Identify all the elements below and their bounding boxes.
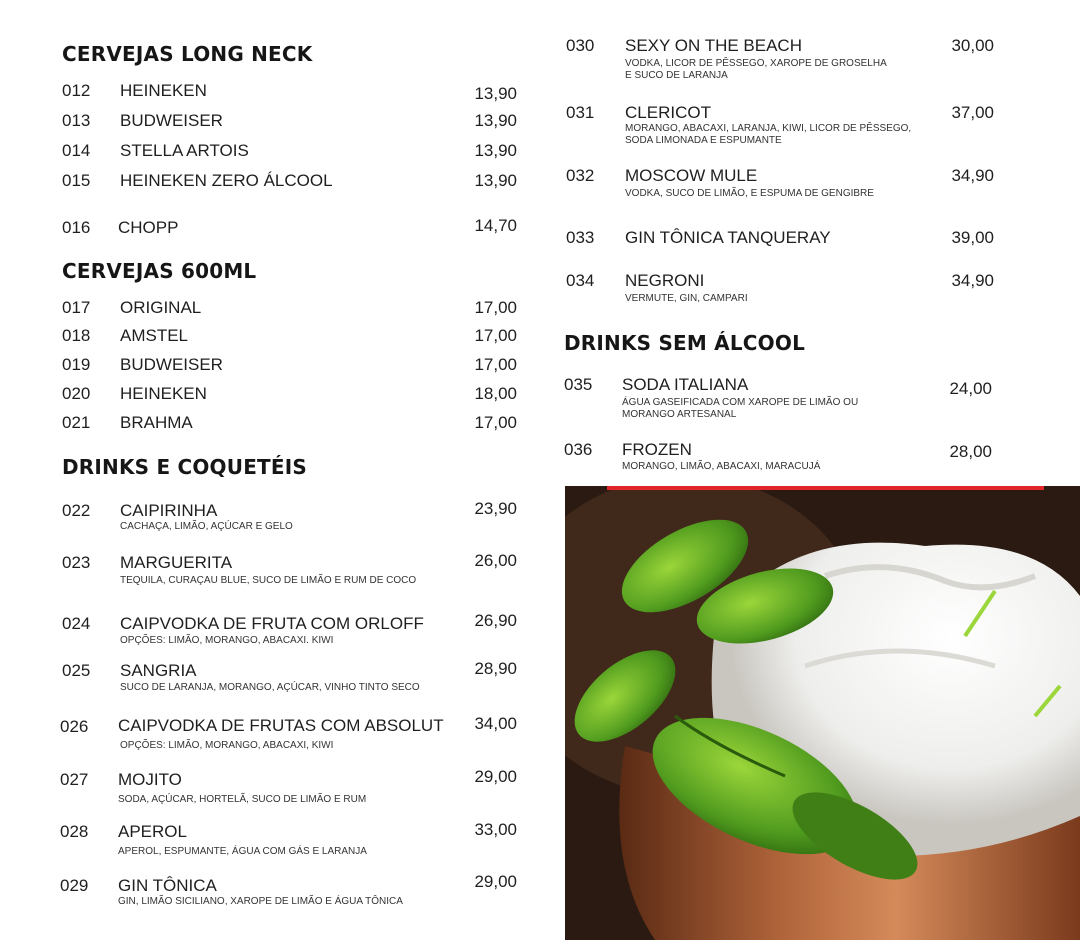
item-code: 023 <box>62 553 91 572</box>
menu-item-031 <box>540 103 1080 146</box>
item-code: 019 <box>62 355 91 374</box>
item-name: AMSTEL <box>120 326 189 345</box>
item-price: 28,90 <box>474 659 517 678</box>
menu-item-035 <box>540 375 1080 420</box>
item-name: CAIPIRINHA <box>120 501 218 520</box>
item-description: ÁGUA GASEIFICADA COM XAROPE DE LIMÃO OU MORANGO ARTESANAL <box>622 397 859 420</box>
item-description: VODKA, SUCO DE LIMÃO, E ESPUMA DE GENGIBRE <box>625 188 874 199</box>
item-description: OPÇÕES: LIMÃO, MORANGO, ABACAXI. KIWI <box>120 635 334 646</box>
section-title-long-neck: CERVEJAS LONG NECK <box>62 42 313 66</box>
item-description: GIN, LIMÃO SICILIANO, XAROPE DE LIMÃO E ÁGUA TÔNICA <box>118 896 403 907</box>
item-name: MOSCOW MULE <box>625 166 758 185</box>
menu-item-015 <box>0 171 540 211</box>
menu-item-029 <box>0 872 540 912</box>
item-price: 13,90 <box>474 84 517 103</box>
item-code: 022 <box>62 501 91 520</box>
item-price: 34,00 <box>474 714 517 733</box>
item-price: 24,00 <box>949 379 992 398</box>
item-description: MORANGO, LIMÃO, ABACAXI, MARACUJÁ <box>622 461 821 472</box>
menu-item-022 <box>0 499 540 539</box>
item-description: OPÇÕES: LIMÃO, MORANGO, ABACAXI, KIWI <box>120 740 334 751</box>
item-price: 29,00 <box>474 872 517 891</box>
item-name: CHOPP <box>118 218 179 237</box>
item-code: 032 <box>566 166 595 185</box>
menu-item-021 <box>0 413 540 453</box>
item-name: NEGRONI <box>625 271 705 290</box>
item-code: 012 <box>62 81 91 100</box>
menu-item-028 <box>0 820 540 860</box>
menu-item-034 <box>540 271 1080 311</box>
item-code: 015 <box>62 171 91 190</box>
menu-item-027 <box>0 767 540 807</box>
item-price: 17,00 <box>474 355 517 374</box>
item-name: APEROL <box>118 822 187 841</box>
item-code: 029 <box>60 876 89 895</box>
item-name: SODA ITALIANA <box>622 375 749 394</box>
item-price: 23,90 <box>474 499 517 518</box>
item-name: BRAHMA <box>120 413 193 432</box>
item-code: 028 <box>60 822 89 841</box>
item-code: 025 <box>62 661 91 680</box>
item-price: 17,00 <box>474 298 517 317</box>
item-name: GIN TÔNICA <box>118 876 217 895</box>
item-price: 28,00 <box>949 442 992 461</box>
item-name: HEINEKEN <box>120 384 207 403</box>
mojito-photo <box>565 486 1080 940</box>
item-price: 17,00 <box>474 413 517 432</box>
item-name: MOJITO <box>118 770 182 789</box>
item-description: CACHAÇA, LIMÃO, AÇÚCAR E GELO <box>120 521 293 532</box>
item-name: STELLA ARTOIS <box>120 141 249 160</box>
item-price: 26,90 <box>474 611 517 630</box>
item-code: 016 <box>62 218 91 237</box>
item-price: 26,00 <box>474 551 517 570</box>
item-price: 13,90 <box>474 171 517 190</box>
item-description: SODA, AÇÚCAR, HORTELÃ, SUCO DE LIMÃO E RUM <box>118 794 367 805</box>
item-code: 021 <box>62 413 91 432</box>
item-name: ORIGINAL <box>120 298 202 317</box>
item-price: 13,90 <box>474 111 517 130</box>
item-name: SANGRIA <box>120 661 197 680</box>
menu-item-024 <box>0 611 540 651</box>
section-title-drinks: DRINKS E COQUETÉIS <box>62 455 308 479</box>
item-code: 014 <box>62 141 91 160</box>
item-price: 39,00 <box>951 228 994 247</box>
item-name: CAIPVODKA DE FRUTA COM ORLOFF <box>120 614 424 633</box>
item-code: 030 <box>566 36 595 55</box>
item-price: 33,00 <box>474 820 517 839</box>
item-price: 37,00 <box>951 103 994 122</box>
item-code: 024 <box>62 614 91 633</box>
item-code: 017 <box>62 298 91 317</box>
item-name: SEXY ON THE BEACH <box>625 36 802 55</box>
item-code: 035 <box>564 375 593 394</box>
item-name: MARGUERITA <box>120 553 233 572</box>
item-code: 027 <box>60 770 89 789</box>
section-title-sem-alcool: DRINKS SEM ÁLCOOL <box>564 331 806 355</box>
item-price: 34,90 <box>951 166 994 185</box>
item-description: TEQUILA, CURAÇAU BLUE, SUCO DE LIMÃO E RUM DE COCO <box>120 575 417 586</box>
item-name: CLERICOT <box>625 103 711 122</box>
menu-item-030 <box>540 36 1080 81</box>
item-description: MORANGO, ABACAXI, LARANJA, KIWI, LICOR DE PÊSSEGO, SODA LIMONADA E ESPUMANTE <box>625 123 912 146</box>
menu-item-026 <box>0 714 540 754</box>
menu-item-032 <box>540 166 1080 206</box>
item-code: 026 <box>60 717 89 736</box>
item-price: 34,90 <box>951 271 994 290</box>
item-code: 013 <box>62 111 91 130</box>
item-name: BUDWEISER <box>120 355 223 374</box>
item-price: 18,00 <box>474 384 517 403</box>
item-price: 13,90 <box>474 141 517 160</box>
item-description: VERMUTE, GIN, CAMPARI <box>625 293 748 304</box>
red-divider <box>607 486 1044 490</box>
item-price: 14,70 <box>474 216 517 235</box>
item-name: GIN TÔNICA TANQUERAY <box>625 228 831 247</box>
item-name: HEINEKEN <box>120 81 207 100</box>
item-price: 30,00 <box>951 36 994 55</box>
item-name: CAIPVODKA DE FRUTAS COM ABSOLUT <box>118 716 444 735</box>
item-name: FROZEN <box>622 440 692 459</box>
item-code: 036 <box>564 440 593 459</box>
menu-item-025 <box>0 659 540 699</box>
menu-item-016 <box>0 218 540 258</box>
menu-item-023 <box>0 551 540 591</box>
item-price: 29,00 <box>474 767 517 786</box>
menu-item-033 <box>540 228 1080 268</box>
item-code: 020 <box>62 384 91 403</box>
item-name: BUDWEISER <box>120 111 223 130</box>
item-code: 031 <box>566 103 595 122</box>
item-description: SUCO DE LARANJA, MORANGO, AÇÚCAR, VINHO TINTO SECO <box>120 682 420 693</box>
item-description: APEROL, ESPUMANTE, ÁGUA COM GÁS E LARANJA <box>118 846 367 857</box>
section-title-600ml: CERVEJAS 600ML <box>62 259 257 283</box>
item-price: 17,00 <box>474 326 517 345</box>
item-code: 018 <box>62 326 91 345</box>
item-description: VODKA, LICOR DE PÊSSEGO, XAROPE DE GROSELHA E SUCO DE LARANJA <box>625 58 887 81</box>
mojito-illustration <box>565 486 1080 940</box>
item-code: 034 <box>566 271 595 290</box>
menu-item-036 <box>540 440 1080 480</box>
item-code: 033 <box>566 228 595 247</box>
item-name: HEINEKEN ZERO ÁLCOOL <box>120 171 333 190</box>
